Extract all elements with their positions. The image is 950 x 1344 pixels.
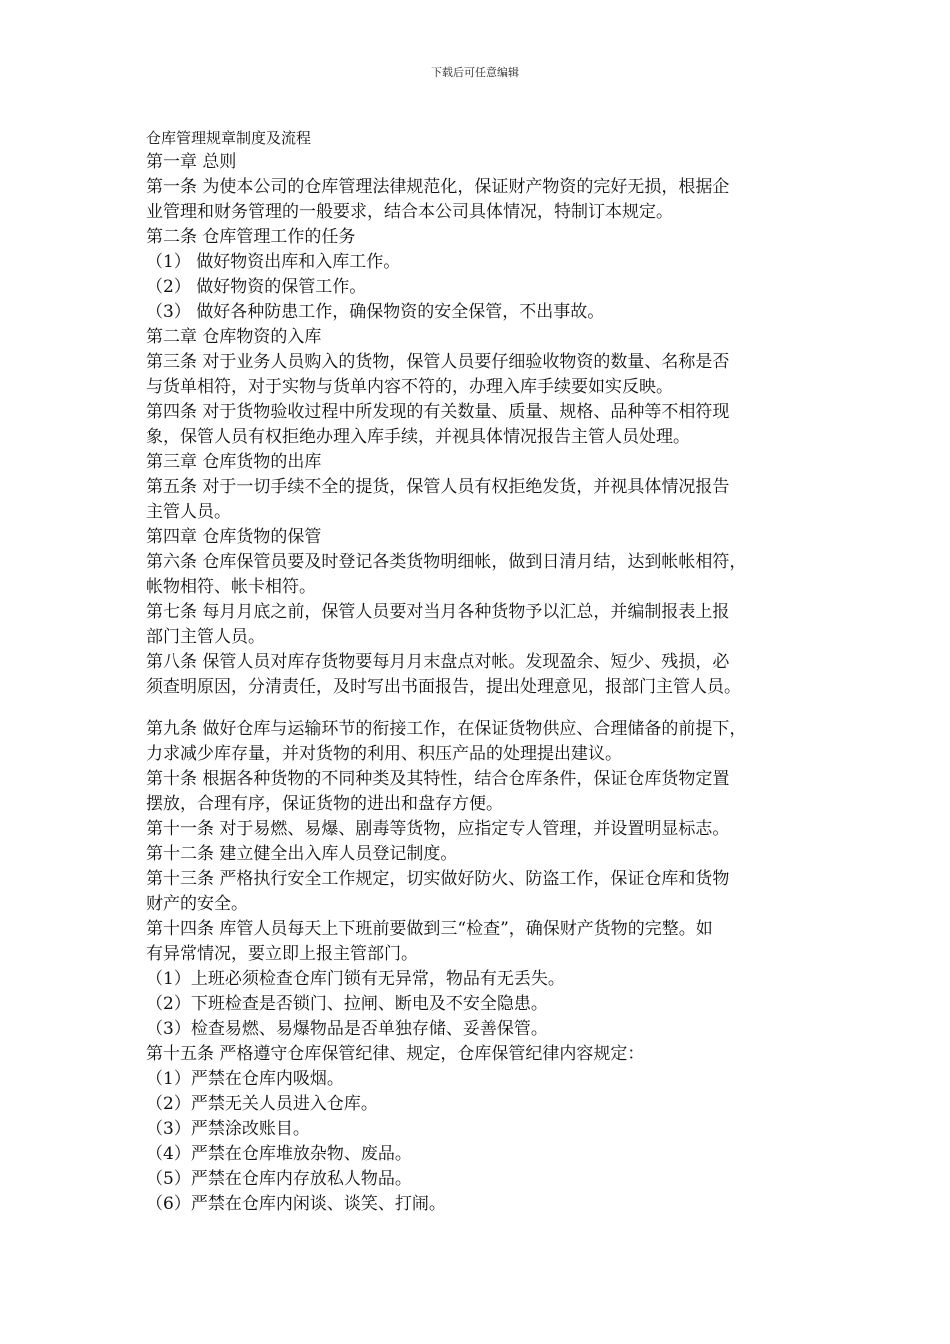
- text-line: 摆放，合理有序，保证货物的进出和盘存方便。: [146, 794, 503, 814]
- text-line: （4）严禁在仓库堆放杂物、废品。: [146, 1144, 412, 1164]
- text-line: 帐物相符、帐卡相符。: [146, 577, 316, 597]
- text-line: 第三条 对于业务人员购入的货物，保管人员要仔细验收物资的数量、名称是否: [146, 352, 730, 372]
- paragraph-gap: [146, 700, 811, 717]
- text-line: 象，保管人员有权拒绝办理入库手续，并视具体情况报告主管人员处理。: [146, 427, 690, 447]
- text-line: 第四章 仓库货物的保管: [146, 527, 322, 547]
- text-line: 第二条 仓库管理工作的任务: [146, 227, 356, 247]
- text-line: （6）严禁在仓库内闲谈、谈笑、打闹。: [146, 1194, 446, 1214]
- text-line: 第八条 保管人员对库存货物要每月月末盘点对帐。发现盈余、短少、残损，必: [146, 652, 730, 672]
- text-line: 第十一条 对于易燃、易爆、剧毒等货物，应指定专人管理，并设置明显标志。: [146, 819, 730, 839]
- text-line: 第十四条 库管人员每天上下班前要做到三“检查”，确保财产货物的完整。如: [146, 919, 713, 939]
- text-line: 第五条 对于一切手续不全的提货，保管人员有权拒绝发货，并视具体情况报告: [146, 477, 730, 497]
- text-line: 力求减少库存量，并对货物的利用、积压产品的处理提出建议。: [146, 744, 622, 764]
- text-line: （1）上班必须检查仓库门锁有无异常，物品有无丢失。: [146, 969, 565, 989]
- text-line: （3）检查易燃、易爆物品是否单独存储、妥善保管。: [146, 1019, 548, 1039]
- text-line: 第三章 仓库货物的出库: [146, 452, 322, 472]
- text-line: 第六条 仓库保管员要及时登记各类货物明细帐，做到日清月结，达到帐帐相符，: [146, 552, 747, 572]
- document-body: [146, 150, 811, 1217]
- text-line: 第四条 对于货物验收过程中所发现的有关数量、质量、规格、品种等不相符现: [146, 402, 730, 422]
- text-line: 财产的安全。: [146, 894, 248, 914]
- text-line: 与货单相符，对于实物与货单内容不符的，办理入库手续要如实反映。: [146, 377, 673, 397]
- text-line: 须查明原因，分清责任，及时写出书面报告，提出处理意见，报部门主管人员。: [146, 677, 741, 697]
- text-line: （3） 做好各种防患工作，确保物资的安全保管，不出事故。: [146, 302, 605, 322]
- text-line: 业管理和财务管理的一般要求，结合本公司具体情况，特制订本规定。: [146, 202, 673, 222]
- text-line: 主管人员。: [146, 502, 231, 522]
- page-header-note: 下载后可任意编辑: [431, 66, 519, 79]
- text-line: 第十五条 严格遵守仓库保管纪律、规定，仓库保管纪律内容规定：: [146, 1044, 645, 1064]
- text-line: 第一章 总则: [146, 152, 237, 172]
- text-line: （2）下班检查是否锁门、拉闸、断电及不安全隐患。: [146, 994, 548, 1014]
- text-line: 第七条 每月月底之前，保管人员要对当月各种货物予以汇总，并编制报表上报: [146, 602, 730, 622]
- text-line: 第十三条 严格执行安全工作规定，切实做好防火、防盗工作，保证仓库和货物: [146, 869, 730, 889]
- text-line: 第十条 根据各种货物的不同种类及其特性，结合仓库条件，保证仓库货物定置: [146, 769, 730, 789]
- text-line: （5）严禁在仓库内存放私人物品。: [146, 1169, 412, 1189]
- text-line: 第二章 仓库物资的入库: [146, 327, 322, 347]
- text-line: （3）严禁涂改账目。: [146, 1119, 310, 1139]
- text-line: （2） 做好物资的保管工作。: [146, 277, 367, 297]
- text-line: 部门主管人员。: [146, 627, 265, 647]
- text-line: 第十二条 建立健全出入库人员登记制度。: [146, 844, 458, 864]
- text-line: 第一条 为使本公司的仓库管理法律规范化，保证财产物资的完好无损，根据企: [146, 177, 730, 197]
- text-line: （1） 做好物资出库和入库工作。: [146, 252, 401, 272]
- text-line: （1）严禁在仓库内吸烟。: [146, 1069, 344, 1089]
- text-line: 第九条 做好仓库与运输环节的衔接工作，在保证货物供应、合理储备的前提下，: [146, 719, 747, 739]
- document-title: 仓库管理规章制度及流程: [146, 129, 312, 147]
- text-line: （2）严禁无关人员进入仓库。: [146, 1094, 378, 1114]
- text-line: 有异常情况，要立即上报主管部门。: [146, 944, 418, 964]
